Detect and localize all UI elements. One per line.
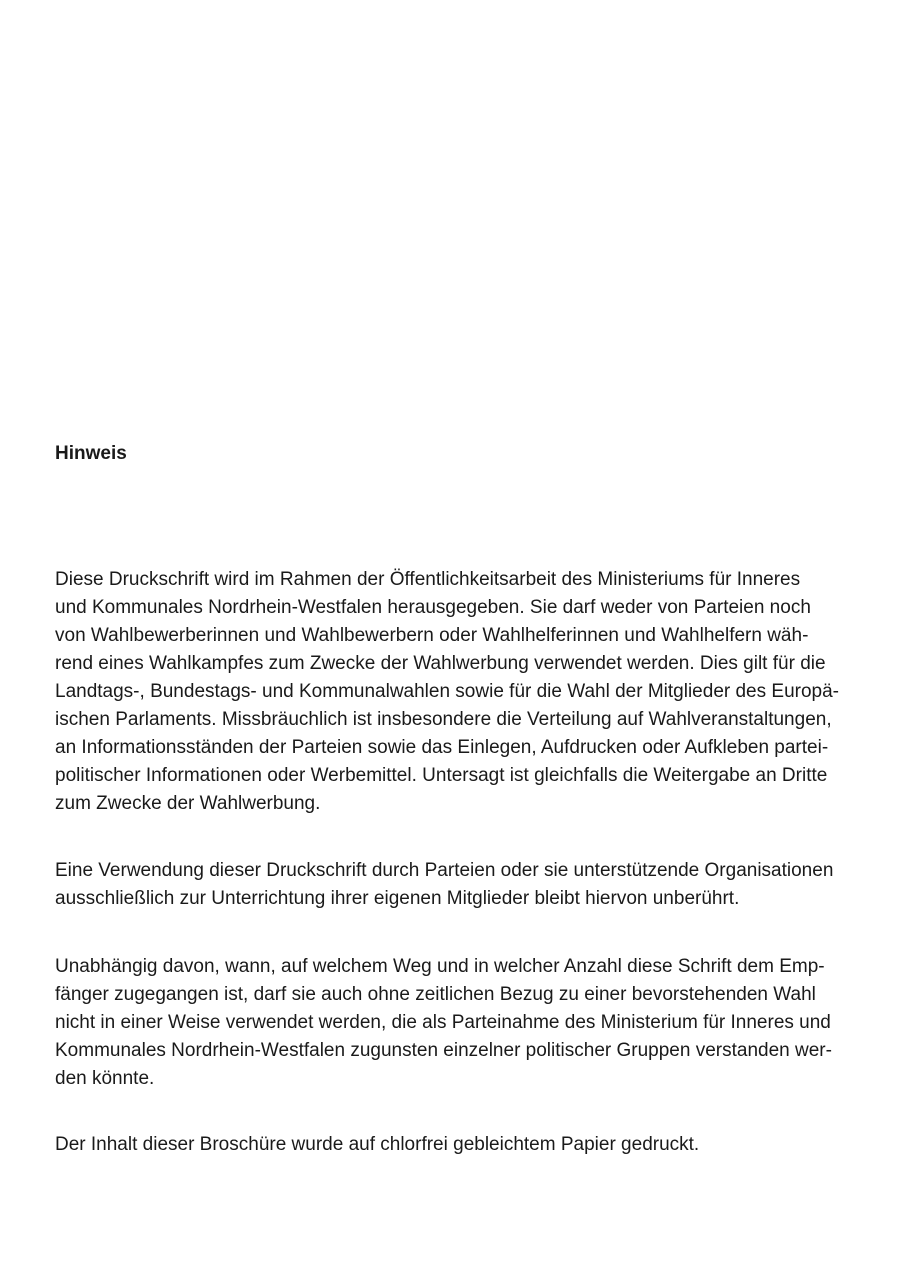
text-line: ausschließlich zur Unterrichtung ihrer eigenen Mitglieder bleibt hiervon unberührt. — [55, 888, 740, 909]
text-line: zum Zwecke der Wahlwerbung. — [55, 793, 321, 814]
text-line: nicht in einer Weise verwendet werden, die als Parteinahme des Ministerium für Inneres und — [55, 1012, 831, 1033]
text-line: rend eines Wahlkampfes zum Zwecke der Wahlwerbung verwendet werden. Dies gilt für die — [55, 653, 826, 674]
text-line: ischen Parlaments. Missbräuchlich ist insbesondere die Verteilung auf Wahlveranstaltungen, — [55, 709, 832, 730]
text-line: und Kommunales Nordrhein-Westfalen herausgegeben. Sie darf weder von Parteien noch — [55, 597, 811, 618]
text-line: den könnte. — [55, 1068, 155, 1089]
text-line: Eine Verwendung dieser Druckschrift durch Parteien oder sie unterstützende Organisationen — [55, 860, 834, 881]
text-line: an Informationsständen der Parteien sowie das Einlegen, Aufdrucken oder Aufkleben partei- — [55, 737, 829, 758]
text-line: politischer Informationen oder Werbemittel. Untersagt ist gleichfalls die Weitergabe an Dritte — [55, 765, 828, 786]
text-line: Diese Druckschrift wird im Rahmen der Öffentlichkeitsarbeit des Ministeriums für Inneres — [55, 569, 801, 590]
text-line: Kommunales Nordrhein-Westfalen zugunsten einzelner politischer Gruppen verstanden wer- — [55, 1040, 832, 1061]
text-line: Landtags-, Bundestags- und Kommunalwahlen sowie für die Wahl der Mitglieder des Europä- — [55, 681, 840, 702]
text-line: Der Inhalt dieser Broschüre wurde auf chlorfrei gebleichtem Papier gedruckt. — [55, 1134, 700, 1155]
text-line: von Wahlbewerberinnen und Wahlbewerbern oder Wahlhelferinnen und Wahlhelfern wäh- — [55, 625, 809, 646]
text-line: fänger zugegangen ist, darf sie auch ohne zeitlichen Bezug zu einer bevorstehenden Wahl — [55, 984, 816, 1005]
text-line: Unabhängig davon, wann, auf welchem Weg und in welcher Anzahl diese Schrift dem Emp- — [55, 956, 825, 977]
page-title: Hinweis — [55, 443, 127, 464]
